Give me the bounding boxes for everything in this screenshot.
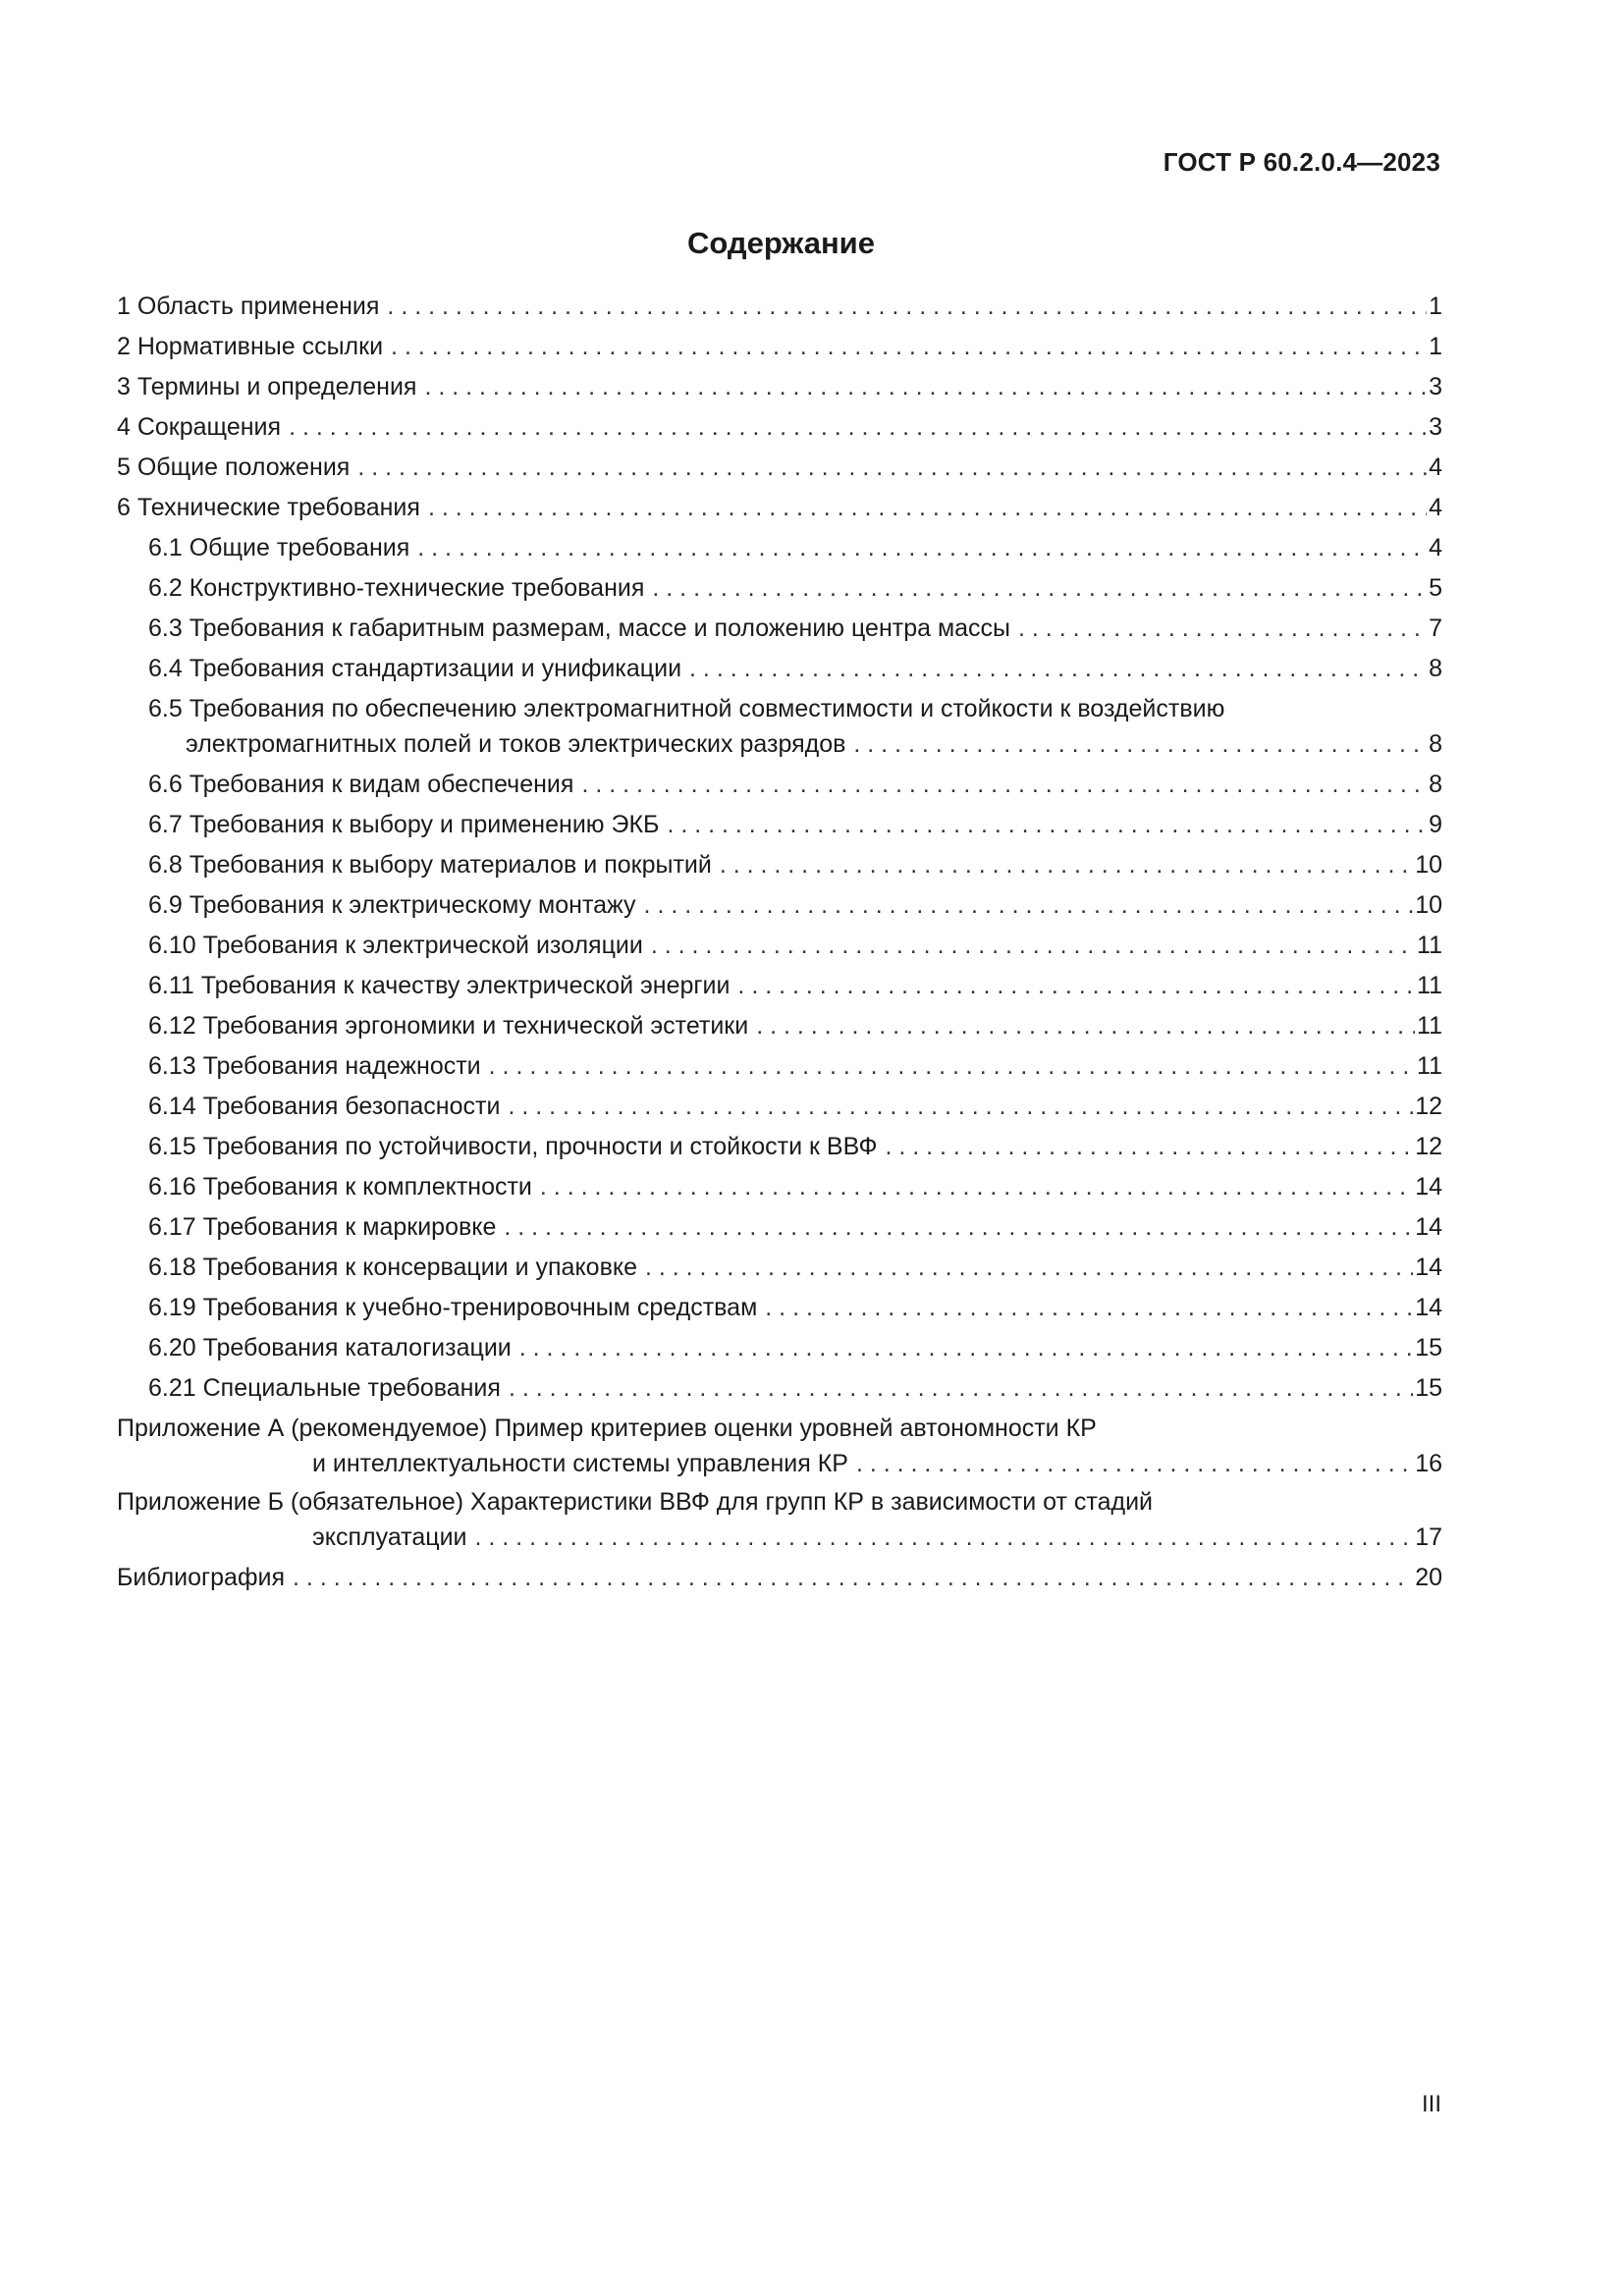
toc-entry-page: 3 (1429, 373, 1442, 400)
dot-leader (737, 966, 1415, 1006)
toc-entry[interactable] (117, 287, 1442, 327)
toc-entry-text: 6.20 Требования каталогизации (148, 1334, 512, 1362)
toc-entry-text: 6.15 Требования по устойчивости, прочности и стойкости к ВВФ (148, 1133, 878, 1160)
dot-leader (391, 327, 1427, 367)
dot-leader (645, 1248, 1413, 1288)
toc-appendix-entry[interactable] (117, 1411, 1442, 1481)
toc-subentry[interactable] (117, 1248, 1442, 1288)
toc-entry-text-continued: электромагнитных полей и токов электрических разрядов (186, 730, 846, 758)
toc-subentry[interactable] (117, 1207, 1442, 1248)
toc-entry[interactable] (117, 407, 1442, 448)
dot-leader (644, 885, 1414, 926)
toc-title: Содержание (687, 226, 875, 260)
toc-subentry[interactable] (117, 691, 1442, 762)
dot-leader (765, 1288, 1413, 1328)
toc-entry-text: 6 Технические требования (117, 494, 420, 521)
toc-subentry[interactable] (117, 966, 1442, 1006)
dot-leader (475, 1520, 1414, 1555)
toc-entry-text: 6.12 Требования эргономики и технической эстетики (148, 1012, 749, 1040)
toc-subentry[interactable] (117, 1167, 1442, 1207)
dot-leader (289, 407, 1427, 448)
toc-entry-page: 5 (1429, 574, 1442, 602)
toc-entry-page: 1 (1429, 333, 1442, 360)
toc-subentry[interactable] (117, 1046, 1442, 1087)
toc-subentry[interactable] (117, 649, 1442, 689)
toc-entry-page: 10 (1415, 851, 1442, 879)
toc-entry[interactable] (117, 448, 1442, 488)
toc-entry-text-continued: и интеллектуальности системы управления КР (312, 1450, 848, 1477)
toc-entry-text: 3 Термины и определения (117, 373, 417, 400)
toc-entry-page: 9 (1429, 811, 1442, 838)
dot-leader (853, 726, 1427, 762)
toc-subentry[interactable] (117, 1006, 1442, 1046)
dot-leader (720, 845, 1413, 885)
toc-entry-text: 6.5 Требования по обеспечению электромагнитной совместимости и стойкости к воздействию (148, 695, 1225, 722)
toc-entry[interactable] (117, 488, 1442, 528)
toc-entry-text: 6.4 Требования стандартизации и унификации (148, 655, 682, 682)
toc-entry-page: 15 (1415, 1374, 1442, 1402)
dot-leader (667, 805, 1427, 845)
toc-subentry[interactable] (117, 1087, 1442, 1127)
dot-leader (581, 765, 1427, 805)
toc-entry-text: 6.9 Требования к электрическому монтажу (148, 891, 636, 919)
toc-entry-page: 14 (1415, 1213, 1442, 1241)
toc-subentry[interactable] (117, 765, 1442, 805)
toc-entry-text: 6.7 Требования к выбору и применению ЭКБ (148, 811, 660, 838)
toc-entry-page: 1 (1429, 293, 1442, 320)
dot-leader (519, 1328, 1413, 1368)
toc-entry-page: 11 (1417, 1052, 1442, 1080)
dot-leader (689, 649, 1427, 689)
toc-entry-text: 1 Область применения (117, 293, 380, 320)
toc-entry-page: 4 (1429, 454, 1442, 481)
toc-entry-text: 6.10 Требования к электрической изоляции (148, 932, 643, 959)
toc-entry-page: 11 (1417, 1012, 1442, 1040)
toc-entry-text: 6.14 Требования безопасности (148, 1093, 501, 1120)
toc-entry-page: 11 (1417, 932, 1442, 959)
dot-leader (357, 448, 1427, 488)
toc-entry-text: 4 Сокращения (117, 413, 282, 441)
toc-subentry[interactable] (117, 885, 1442, 926)
dot-leader (387, 287, 1427, 327)
toc-subentry[interactable] (117, 1368, 1442, 1409)
toc-entry-text: 6.13 Требования надежности (148, 1052, 481, 1080)
toc-entry-page: 4 (1429, 534, 1442, 561)
toc-entry-text: 6.19 Требования к учебно-тренировочным средствам (148, 1294, 758, 1321)
table-of-contents (117, 287, 1442, 1598)
toc-entry-page: 17 (1415, 1523, 1442, 1551)
toc-entry-page: 8 (1429, 771, 1442, 798)
toc-entry-page: 8 (1429, 655, 1442, 682)
toc-subentry[interactable] (117, 845, 1442, 885)
dot-leader (856, 1446, 1413, 1481)
toc-entry-page: 7 (1429, 614, 1442, 642)
toc-entry[interactable] (117, 327, 1442, 367)
toc-entry[interactable] (117, 1558, 1442, 1598)
toc-subentry[interactable] (117, 568, 1442, 609)
toc-subentry[interactable] (117, 805, 1442, 845)
toc-entry-text: 6.3 Требования к габаритным размерам, массе и положению центра массы (148, 614, 1011, 642)
dot-leader (885, 1127, 1413, 1167)
toc-entry-text: 6.18 Требования к консервации и упаковке (148, 1254, 637, 1281)
dot-leader (1018, 609, 1427, 649)
toc-subentry[interactable] (117, 609, 1442, 649)
toc-entry-page: 14 (1415, 1173, 1442, 1201)
toc-entry-text-continued: эксплуатации (312, 1523, 467, 1551)
dot-leader (428, 488, 1427, 528)
dot-leader (651, 926, 1415, 966)
toc-entry-page: 3 (1429, 413, 1442, 441)
toc-entry-text: 6.11 Требования к качеству электрической энергии (148, 972, 731, 999)
toc-subentry[interactable] (117, 528, 1442, 568)
dot-leader (509, 1368, 1413, 1409)
toc-entry-page: 10 (1415, 891, 1442, 919)
toc-subentry[interactable] (117, 1127, 1442, 1167)
toc-entry-text: 6.6 Требования к видам обеспечения (148, 771, 574, 798)
dot-leader (424, 367, 1427, 407)
toc-subentry[interactable] (117, 1288, 1442, 1328)
dot-leader (417, 528, 1427, 568)
toc-entry-page: 11 (1417, 972, 1442, 999)
toc-entry-text: 5 Общие положения (117, 454, 351, 481)
toc-entry-page: 16 (1415, 1450, 1442, 1477)
toc-subentry[interactable] (117, 926, 1442, 966)
toc-entry-page: 4 (1429, 494, 1442, 521)
toc-entry-page: 12 (1415, 1093, 1442, 1120)
toc-entry-text: 6.21 Специальные требования (148, 1374, 501, 1402)
toc-entry[interactable] (117, 367, 1442, 407)
toc-entry-page: 14 (1415, 1294, 1442, 1321)
toc-entry-page: 14 (1415, 1254, 1442, 1281)
toc-entry-page: 20 (1415, 1564, 1442, 1591)
dot-leader (540, 1167, 1413, 1207)
toc-entry-text: 6.16 Требования к комплектности (148, 1173, 532, 1201)
dot-leader (508, 1087, 1413, 1127)
dot-leader (504, 1207, 1413, 1248)
dot-leader (652, 568, 1427, 609)
page-number: III (1421, 2091, 1441, 2117)
toc-appendix-entry[interactable] (117, 1484, 1442, 1555)
toc-entry-text: 6.17 Требования к маркировке (148, 1213, 497, 1241)
toc-entry-page: 15 (1415, 1334, 1442, 1362)
toc-entry-text: Приложение А (рекомендуемое) Пример критериев оценки уровней автономности КР (117, 1415, 1097, 1442)
toc-entry-page: 12 (1415, 1133, 1442, 1160)
toc-entry-text: Приложение Б (обязательное) Характеристики ВВФ для групп КР в зависимости от стадий (117, 1488, 1154, 1516)
dot-leader (293, 1558, 1413, 1598)
toc-subentry[interactable] (117, 1328, 1442, 1368)
document-code: ГОСТ Р 60.2.0.4—2023 (1163, 147, 1440, 177)
toc-entry-text: 6.8 Требования к выбору материалов и покрытий (148, 851, 712, 879)
dot-leader (756, 1006, 1415, 1046)
toc-entry-page: 8 (1429, 730, 1442, 758)
toc-entry-text: 6.1 Общие требования (148, 534, 410, 561)
toc-entry-text: 2 Нормативные ссылки (117, 333, 384, 360)
dot-leader (489, 1046, 1415, 1087)
toc-entry-text: 6.2 Конструктивно-технические требования (148, 574, 645, 602)
toc-entry-text: Библиография (117, 1564, 286, 1591)
